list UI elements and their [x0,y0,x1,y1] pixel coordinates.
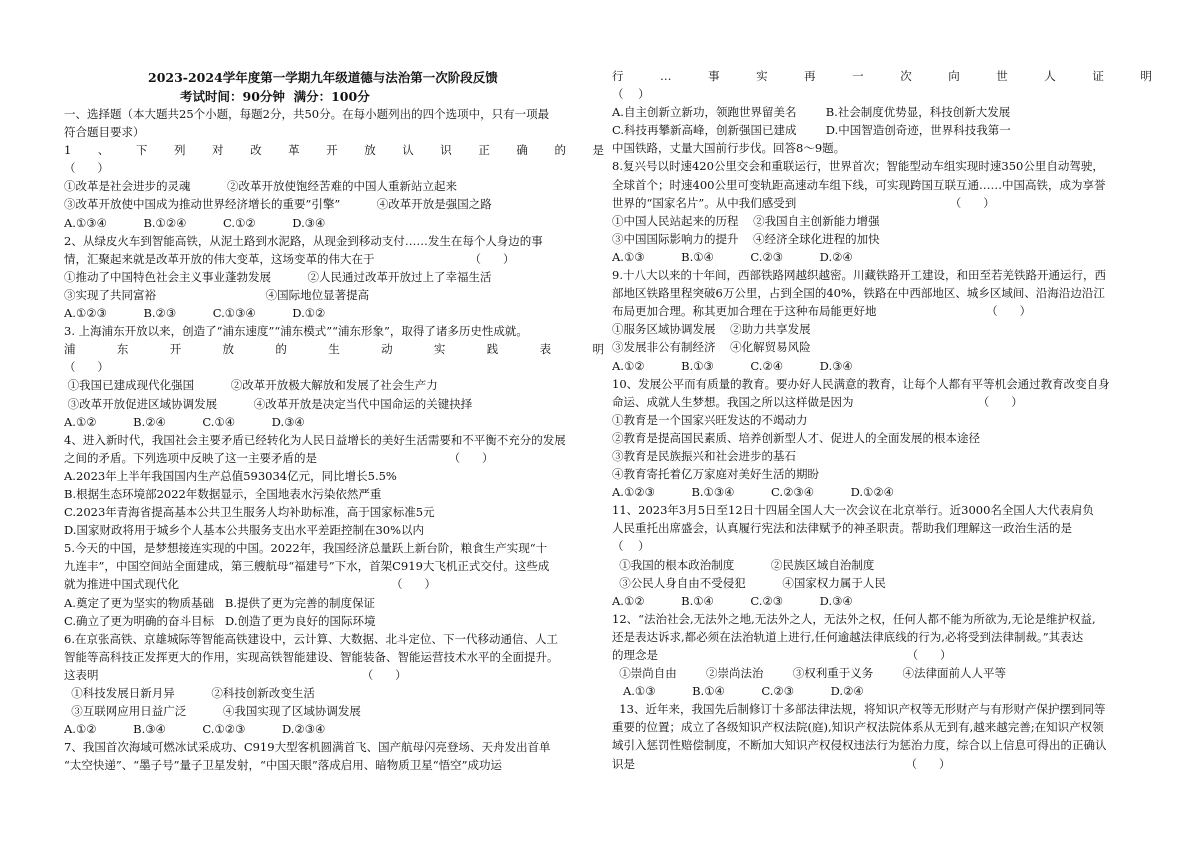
text-line: ③中国国际影响力的提升 ④经济全球化进程的加快 [612,231,880,246]
text-line: A.2023年上半年我国国内生产总值593034亿元，同比增长5.5% [64,468,397,483]
exam-info: 考试时间：90分钟 满分：100分 [180,89,370,104]
text-line: ③发展非公有制经济 ④化解贸易风险 [612,340,811,355]
text-line: 11、2023年3月5日至12日十四届全国人大一次会议在北京举行。近3000名全国人大代表肩负 [612,503,1094,518]
text-line: A.①② B.②④ C.①④ D.③④ [64,414,305,429]
text-line: ③改革开放使中国成为推动世界经济增长的重要”引擎” ④改革开放是强国之路 [64,197,492,212]
text-line: 符合题目要求） [64,125,145,140]
text-line: A.①②③ B.②③ C.①③④ D.①② [64,306,326,321]
text-line: 布局更加合理。称其更加合理在于这种布局能更好地 （ ） [612,304,1032,319]
text-line: 1 、 下 列 对 改 革 开 放 认 识 正 确 的 是 [64,143,604,158]
text-line: A.①② B.①④ C.②③ D.③④ [612,593,853,608]
text-line: ①改革是社会进步的灵魂 ②改革开放使饱经苦难的中国人重新站立起来 [64,179,458,194]
text-line: ③公民人身自由不受侵犯 ④国家权力属于人民 [612,575,886,590]
text-line: A.①②③ B.①③④ C.②③④ D.①②④ [612,485,894,500]
text-line: A.①② B.①③ C.②④ D.③④ [612,358,853,373]
text-line: 这表明 （ ） [64,667,407,682]
text-line: 人民重托出席盛会，认真履行宪法和法律赋予的神圣职责。帮助我们理解这一政治生活的是 [612,521,1072,536]
text-line: （ ） [64,360,109,375]
text-line: 全球首个；时速400公里可变轨距高速动车组下线，可实现跨国互联互通……中国高铁，成为享誉 [612,177,1106,192]
text-line: ④教育寄托着亿万家庭对美好生活的期盼 [612,467,819,482]
right-column [612,67,1152,773]
text-line: ②教育是提高国民素质、培养创新型人才、促进人的全面发展的根本途径 [612,430,980,445]
text-line: D.国家财政将用于城乡个人基本公共服务支出水平差距控制在30%以内 [64,523,425,538]
text-line: ①推动了中国特色社会主义事业蓬勃发展 ②人民通过改革开放过上了幸福生活 [64,269,492,284]
text-line: 中国铁路，丈量大国前行步伐。回答8～9题。 [612,141,846,156]
text-line: 域引入惩罚性赔偿制度，不断加大知识产权侵权违法行为惩治力度，综合以上信息可得出的正确认 [612,738,1107,753]
text-line: C.确立了更为明确的奋斗目标 D.创造了更为良好的国际环境 [64,613,376,628]
text-line: ③教育是民族振兴和社会进步的基石 [612,448,796,463]
text-line: C.2023年青海省提高基本公共卫生服务人均补助标准，高于国家标准5元 [64,505,435,520]
text-line: ①崇尚自由 ②崇尚法治 ③权利重于义务 ④法律面前人人平等 [612,666,1007,681]
text-line: 重要的位置；成立了各级知识产权法院(庭),知识产权法院体系从无到有,越来越完善;在知识产权领 [612,720,1104,735]
text-line: A.①② B.③④ C.①②③ D.②③④ [64,722,326,737]
text-line: 8.复兴号以时速420公里交会和重联运行，世界首次；智能型动车组实现时速350公里自动驾驶， [612,159,1104,174]
text-line: A.奠定了更为坚实的物质基础 B.提供了更为完善的制度保证 [64,595,376,610]
text-line: ①科技发展日新月异 ②科技创新改变生活 [64,686,315,700]
text-line: 3. 上海浦东开放以来，创造了“浦东速度”“浦东模式”“浦东形象”，取得了诸多历史性成就。 [64,324,528,339]
left-column [64,105,604,774]
text-line: 12、“法治社会,无法外之地,无法外之人，无法外之权，任何人都不能为所欲为,无论是维护权益, [612,611,1096,626]
text-line: 就为推进中国式现代化 （ ） [64,577,436,592]
text-line: C.科技再攀新高峰，创新强国已建成 D.中国智造创奇迹，世界科技我第一 [612,123,1011,138]
text-line: （ ） [612,87,650,102]
text-line: 还是表达诉求,都必须在法治轨道上进行,任何逾越法律底线的行为,必将受到法律制裁。”其表达 [612,629,1084,644]
text-line: B.根据生态环境部2022年数据显示，全国地表水污染依然严重 [64,486,382,501]
text-line: （ ） [612,539,650,554]
text-line: ①中国人民站起来的历程 ②我国自主创新能力增强 [612,213,880,228]
text-line: 部地区铁路里程突破6万公里，占到全国的40%，铁路在中西部地区、城乡区域间、沿海沿边沿江 [612,286,1105,301]
text-line: 13、近年来，我国先后制修订十多部法律法规，将知识产权等无形财产与有形财产保护摆到同等 [612,702,1106,717]
text-line: A.①③ B.①④ C.②③ D.②④ [612,249,853,264]
text-line: 浦 东 开 放 的 生 动 实 践 表 明 [64,342,604,357]
text-line: ①我国的根本政治制度 ②民族区域自治制度 [612,557,875,572]
text-line: 5.今天的中国，是梦想接连实现的中国。2022年，我国经济总量跃上新台阶，粮食生产实现“十 [64,541,548,556]
text-line: 之间的矛盾。下列选项中反映了这一主要矛盾的是 （ ） [64,450,494,465]
text-line: 行 … 事 实 再 一 次 向 世 人 证 明 [612,69,1152,83]
text-line: 的理念是 （ ） [612,648,952,662]
text-line: （ ） [64,161,109,176]
text-line: 识是 （ ） [612,756,951,771]
text-line: 一、选择题（本大题共25个小题，每题2分，共50分。在每小题列出的四个选项中，只有一项最 [64,107,550,121]
text-line: 九连丰”，中国空间站全面建成，第三艘航母“福建号”下水，首架C919大飞机正式交付。这些成 [64,559,550,574]
text-line: ①服务区域协调发展 ②助力共享发展 [612,322,811,337]
text-line: 情，汇聚起来就是改革开放的伟大变革，这场变革的伟大在于 （ ） [64,251,515,266]
text-line: ③互联网应用日益广泛 ④我国实现了区域协调发展 [64,704,361,719]
page-title: 2023-2024学年度第一学期九年级道德与法治第一次阶段反馈 [148,70,498,85]
text-line: A.自主创新立新功，领跑世界留美名 B.社会制度优势显，科技创新大发展 [612,105,1011,120]
text-line: 世界的“国家名片”。从中我们感受到 （ ） [612,195,995,210]
text-line: ③改革开放促进区域协调发展 ④改革开放是决定当代中国命运的关键抉择 [64,396,473,411]
text-line: 命运、成就人生梦想。我国之所以这样做是因为 （ ） [612,394,1023,409]
text-line: “太空快递”、“墨子号”量子卫星发射，“中国天眼”落成启用、暗物质卫星“悟空”成功运 [64,758,503,773]
text-line: 7、我国首次海域可燃冰试采成功、C919大型客机圆满首飞、国产航母闪亮登场、天舟发出首单 [64,740,551,755]
text-line: A.①③ B.①④ C.②③ D.②④ [612,684,864,699]
text-line: A.①③④ B.①②④ C.①② D.③④ [64,215,326,230]
text-line: 2、从绿皮火车到智能高铁，从泥土路到水泥路，从现金到移动支付……发生在每个人身边的事 [64,233,543,248]
text-line: 智能等高科技正发挥更大的作用，实现高铁智能建设、智能装备、智能运营技术水平的全面提升。 [64,649,559,664]
text-line: 9.十八大以来的十年间，西部铁路网越织越密。川藏铁路开工建设，和田至若羌铁路开通运行，西 [612,268,1106,283]
text-line: 4、进入新时代，我国社会主要矛盾已经转化为人民日益增长的美好生活需要和不平衡不充分的发展 [64,432,566,447]
text-line: ③实现了共同富裕 ④国际地位显著提高 [64,287,370,302]
text-line: ①我国已建成现代化强国 ②改革开放极大解放和发展了社会生产力 [64,378,438,393]
text-line: ①教育是一个国家兴旺发达的不竭动力 [612,412,808,427]
text-line: 10、发展公平而有质量的教育。要办好人民满意的教育，让每个人都有平等机会通过教育改变自身 [612,376,1110,391]
text-line: 6.在京张高铁、京雄城际等智能高铁建设中，云计算、大数据、北斗定位、下一代移动通信、人工 [64,631,558,646]
